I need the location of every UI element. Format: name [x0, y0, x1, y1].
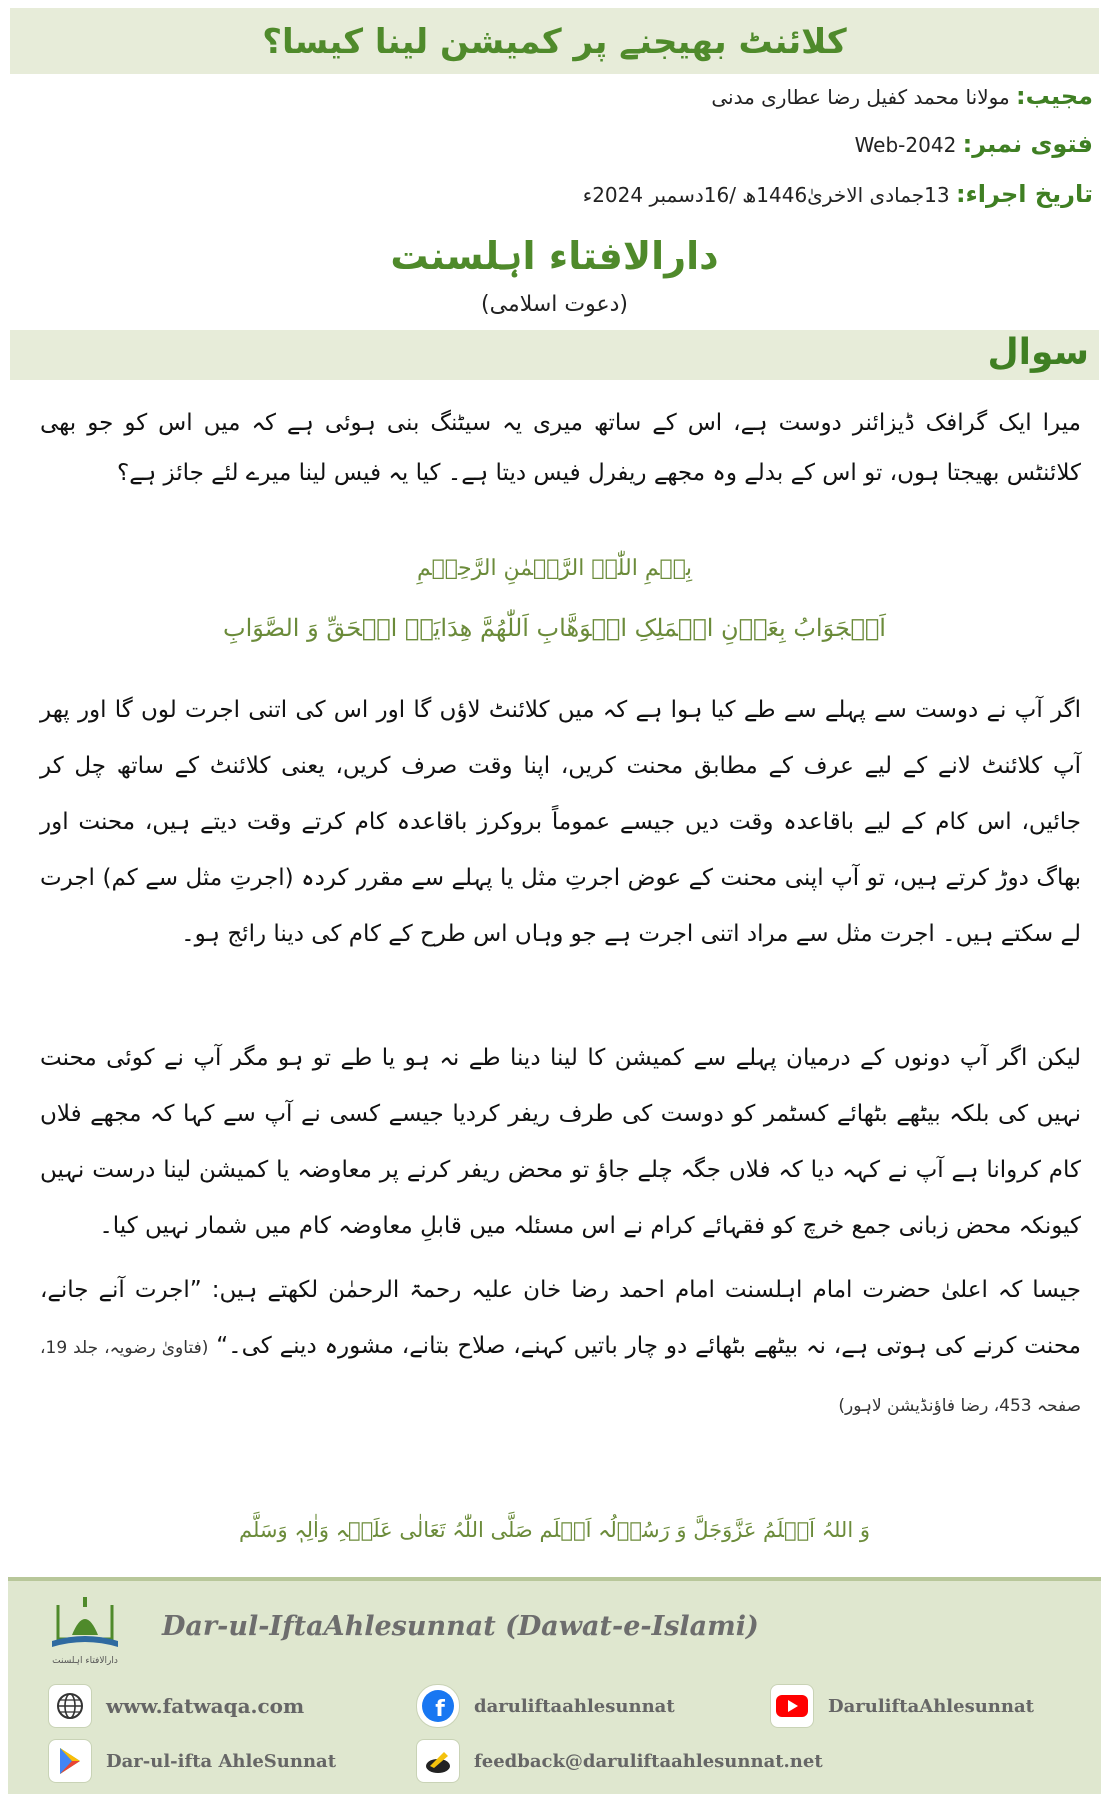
website-text: www.fatwaqa.com [106, 1694, 305, 1718]
youtube-text: DaruliftaAhlesunnat [828, 1695, 1034, 1717]
playstore-text: Dar-ul-ifta AhleSunnat [106, 1750, 337, 1772]
facebook-link[interactable] [416, 1684, 675, 1728]
quote-text: جیسا کہ اعلیٰ حضرت امام اہلسنت امام احمد رضا خان علیہ رحمۃ الرحمٰن لکھتے ہیں: ”اجرت آنے جانے، محنت کرنے کی ہوتی ہے، نہ بیٹھے بٹھائے دو چار باتیں کہنے، صلاح بتانے، مشورہ دینے کی۔“ [40, 1277, 1081, 1359]
page-title: کلائنٹ بھیجنے پر کمیشن لینا کیسا؟ [262, 21, 847, 62]
question-text: میرا ایک گرافک ڈیزائنر دوست ہے، اس کے ساتھ میری یہ سیٹنگ بنی ہوئی ہے کہ میں اس کو جو بھی کلائنٹس بھیجتا ہوں، تو اس کے بدلے وہ مجھے ریفرل فیس دیتا ہے۔ کیا یہ فیس لینا میرے لئے جائز ہے؟ [40, 410, 1081, 486]
email-text: feedback@daruliftaahlesunnat.net [474, 1750, 823, 1772]
play-store-icon [48, 1739, 92, 1783]
question-section-bar [10, 330, 1099, 380]
mosque-book-logo-icon [48, 1595, 122, 1671]
issue-date-value: 13جمادی الاخریٰ1446ھ /16دسمبر 2024ء [582, 183, 950, 207]
youtube-icon [770, 1684, 814, 1728]
youtube-link[interactable] [770, 1684, 1034, 1728]
answer-paragraph-1: اگر آپ نے دوست سے پہلے سے طے کیا ہوا ہے کہ میں کلائنٹ لاؤں گا اور اس کی اتنی اجرت لوں گا اور پھر آپ کلائنٹ لانے کے لیے عرف کے مطابق محنت کریں، اپنا وقت صرف کریں، یعنی کلائنٹ کے ساتھ چل کر جائیں، اس کام کے لیے باقاعدہ وقت دیں جیسے عموماً بروکرز باقاعدہ کام کرتے وقت دیتے ہیں، محنت اور بھاگ دوڑ کرتے ہیں، تو آپ اپنی محنت کے عوض اجرتِ مثل یا پہلے سے مقرر کردہ (اجرتِ مثل سے کم) اجرت لے سکتے ہیں۔ اجرت مثل سے مراد اتنی اجرت ہے جو وہاں اس طرح کے کام کی دینا رائج ہو۔ [40, 697, 1081, 947]
closing-blessing: وَ اللہُ اَعۡلَمُ عَزَّوَجَلَّ وَ رَسُوۡلُہ اَعۡلَم صَلَّی اللّٰہُ تَعَالٰی عَلَیۡہِ وَاٰلِہٖ وَسَلَّم [239, 1518, 870, 1542]
question-heading: سوال [987, 332, 1089, 373]
dar-ul-ifta-logo [48, 1595, 122, 1671]
footer [8, 1577, 1101, 1794]
issue-date-line [583, 180, 1093, 208]
title-banner [10, 8, 1099, 74]
logo-lettering: دارالافتاء اہلسنت [52, 1656, 118, 1666]
mujeeb-value: مولانا محمد کفیل رضا عطاری مدنی [711, 85, 1010, 109]
fatawa-citation: (فتاویٰ رضویہ، جلد 19، صفحہ 453، رضا فاؤنڈیشن لاہور) [40, 1338, 1081, 1416]
fatwa-number-value: Web-2042 [854, 133, 957, 157]
org-name: دارالافتاء اہلسنت [390, 234, 719, 278]
email-link[interactable] [416, 1739, 823, 1783]
svg-text:f: f [435, 1697, 445, 1722]
website-link[interactable] [48, 1684, 304, 1728]
bismillah: بِسۡمِ اللّٰہِ الرَّحۡمٰنِ الرَّحِیۡمِ [416, 556, 693, 581]
facebook-icon [416, 1684, 460, 1728]
answer-paragraph-2: لیکن اگر آپ دونوں کے درمیان پہلے سے کمیشن کا لینا دینا طے نہ ہو یا طے تو ہو مگر آپ نے کوئی محنت نہیں کی بلکہ بیٹھے بٹھائے کسٹمر کو دوست کی طرف ریفر کردیا جیسے کسی نے آپ سے کہا کہ مجھے فلاں کام کروانا ہے آپ نے کہہ دیا کہ فلاں جگہ چلے جاؤ تو محض ریفر کرنے پر معاوضہ یا کمیشن لینا درست نہیں کیونکہ محض زبانی جمع خرچ کو فقہائے کرام نے اس مسئلہ میں قابلِ معاوضہ کام میں شمار نہیں کیا۔ [40, 1045, 1081, 1239]
org-subtitle: (دعوت اسلامی) [481, 292, 628, 317]
fatwa-number-line [855, 130, 1093, 158]
globe-icon [48, 1684, 92, 1728]
issue-date-label: تاریخ اجراء: [955, 180, 1093, 208]
feedback-email-icon [416, 1739, 460, 1783]
fatwa-number-label: فتوی نمبر: [962, 130, 1093, 158]
playstore-link[interactable] [48, 1739, 336, 1783]
facebook-text: daruliftaahlesunnat [474, 1695, 675, 1717]
answer-paragraph-3 [40, 1262, 1081, 1434]
footer-brand: Dar-ul-IftaAhlesunnat (Dawat-e-Islami) [162, 1611, 759, 1642]
mujeeb-label: مجیب: [1016, 82, 1093, 110]
mujeeb-line [711, 82, 1093, 110]
aljawab-heading: اَلۡجَوَابُ بِعَوۡنِ الۡمَلِکِ الۡوَھَّابِ اَللّٰھُمَّ ھِدَایَۃَ الۡحَقِّ وَ الصَّوَابِ [223, 614, 886, 642]
